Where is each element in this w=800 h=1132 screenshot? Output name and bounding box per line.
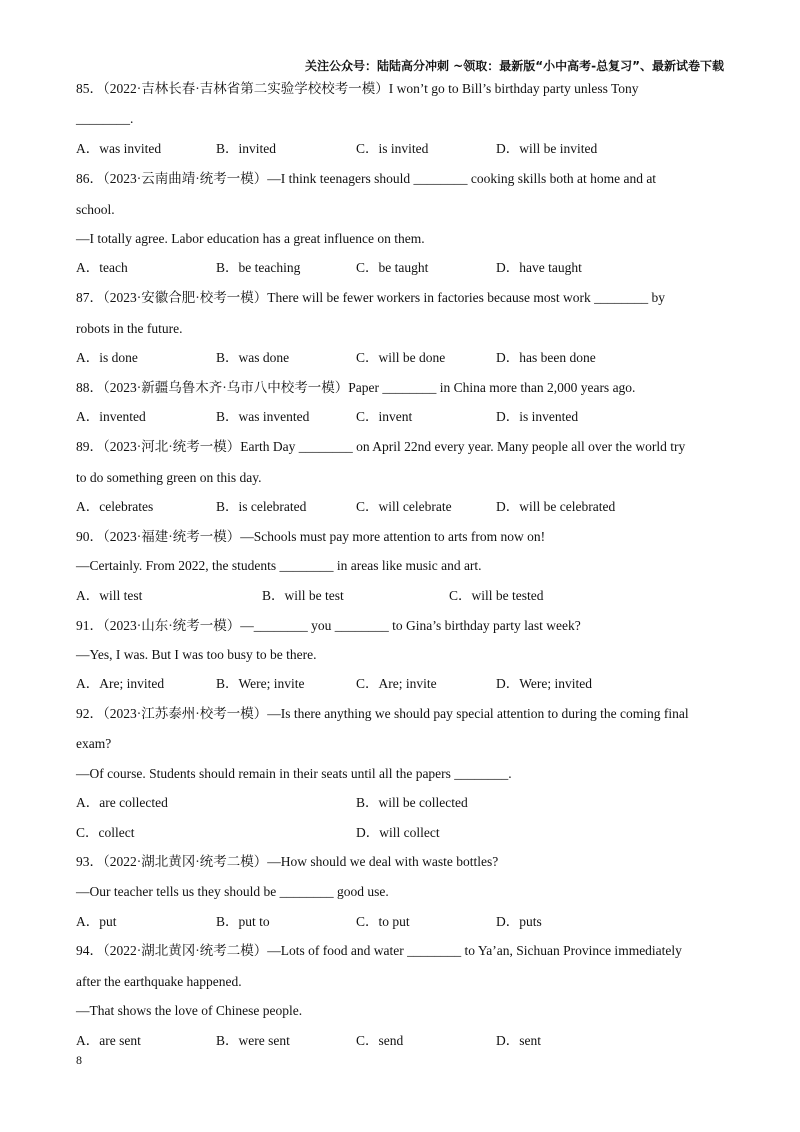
- question-86-option-b: B．be teaching: [216, 260, 301, 275]
- question-94-line-2: after the earthquake happened.: [76, 974, 242, 989]
- question-85-line-2: ________.: [76, 111, 134, 126]
- question-93-option-c: C．to put: [356, 914, 410, 929]
- question-93-option-a: A．put: [76, 914, 117, 929]
- question-92-option-c: C．collect: [76, 825, 135, 840]
- question-86-line-2: school.: [76, 202, 115, 217]
- question-88-line-1: 88．（2023·新疆乌鲁木齐·乌市八中校考一模）Paper ________ in China more than 2,000 years ago.: [76, 380, 636, 395]
- question-94-option-c: C．send: [356, 1033, 404, 1048]
- question-87-option-a: A．is done: [76, 350, 138, 365]
- question-91-option-a: A．Are; invited: [76, 676, 165, 691]
- question-92-line-1: 92．（2023·江苏泰州·校考一模）—Is there anything we should pay special attention to during the coming final: [76, 706, 689, 721]
- question-89-line-2: to do something green on this day.: [76, 470, 262, 485]
- question-94-option-d: D．sent: [496, 1033, 541, 1048]
- question-92-line-3: —Of course. Students should remain in their seats until all the papers ________.: [76, 766, 512, 781]
- page-header: 关注公众号：陆陆高分冲刺 ~领取：最新版“小中高考-总复习”、最新试卷下载: [305, 59, 724, 73]
- question-94-line-3: —That shows the love of Chinese people.: [76, 1003, 303, 1018]
- question-86-option-a: A．teach: [76, 260, 128, 275]
- question-89-option-d: D．will be celebrated: [496, 499, 616, 514]
- question-94-option-b: B．were sent: [216, 1033, 290, 1048]
- question-88-option-b: B．was invented: [216, 409, 310, 424]
- question-88-option-d: D．is invented: [496, 409, 579, 424]
- question-92-option-b: B．will be collected: [356, 795, 468, 810]
- question-87-option-b: B．was done: [216, 350, 290, 365]
- question-86-line-1: 86．（2023·云南曲靖·统考一模）—I think teenagers should ________ cooking skills both at home and at: [76, 171, 657, 186]
- question-86-option-d: D．have taught: [496, 260, 582, 275]
- question-87-line-2: robots in the future.: [76, 321, 183, 336]
- question-89-option-b: B．is celebrated: [216, 499, 307, 514]
- question-93-line-1: 93．（2022·湖北黄冈·统考二模）—How should we deal with waste bottles?: [76, 854, 499, 869]
- question-94-option-a: A．are sent: [76, 1033, 141, 1048]
- question-90-line-1: 90．（2023·福建·统考一模）—Schools must pay more attention to arts from now on!: [76, 529, 546, 544]
- question-85-option-a: A．was invited: [76, 141, 162, 156]
- question-86-option-c: C．be taught: [356, 260, 429, 275]
- question-87-option-c: C．will be done: [356, 350, 446, 365]
- question-88-option-c: C．invent: [356, 409, 413, 424]
- question-91-option-d: D．Were; invited: [496, 676, 593, 691]
- question-89-option-a: A．celebrates: [76, 499, 154, 514]
- question-87-option-d: D．has been done: [496, 350, 596, 365]
- question-90-option-b: B．will be test: [262, 588, 344, 603]
- question-91-option-b: B．Were; invite: [216, 676, 305, 691]
- question-89-option-c: C．will celebrate: [356, 499, 452, 514]
- question-90-option-c: C．will be tested: [449, 588, 544, 603]
- question-92-option-d: D．will collect: [356, 825, 440, 840]
- question-92-option-a: A．are collected: [76, 795, 168, 810]
- question-85-option-c: C．is invited: [356, 141, 429, 156]
- question-93-option-d: D．puts: [496, 914, 542, 929]
- question-91-line-1: 91．（2023·山东·统考一模）—________ you ________ to Gina’s birthday party last week?: [76, 618, 581, 633]
- question-90-option-a: A．will test: [76, 588, 143, 603]
- question-87-line-1: 87．（2023·安徽合肥·校考一模）There will be fewer workers in factories because most work ________ by: [76, 290, 665, 305]
- question-91-line-2: —Yes, I was. But I was too busy to be there.: [76, 647, 317, 662]
- page-number: 8: [76, 1053, 82, 1067]
- question-93-line-2: —Our teacher tells us they should be ________ good use.: [76, 884, 389, 899]
- question-91-option-c: C．Are; invite: [356, 676, 437, 691]
- question-94-line-1: 94．（2022·湖北黄冈·统考二模）—Lots of food and water ________ to Ya’an, Sichuan Province immediately: [76, 943, 682, 958]
- question-92-line-2: exam?: [76, 736, 112, 751]
- question-89-line-1: 89．（2023·河北·统考一模）Earth Day ________ on April 22nd every year. Many people all over the world try: [76, 439, 686, 454]
- question-85-option-b: B．invited: [216, 141, 276, 156]
- question-90-line-2: —Certainly. From 2022, the students ________ in areas like music and art.: [76, 558, 482, 573]
- question-85-line-1: 85．（2022·吉林长春·吉林省第二实验学校校考一模）I won’t go to Bill’s birthday party unless Tony: [76, 81, 639, 96]
- question-86-line-3: —I totally agree. Labor education has a great influence on them.: [76, 231, 425, 246]
- question-88-option-a: A．invented: [76, 409, 146, 424]
- question-85-option-d: D．will be invited: [496, 141, 598, 156]
- question-93-option-b: B．put to: [216, 914, 270, 929]
